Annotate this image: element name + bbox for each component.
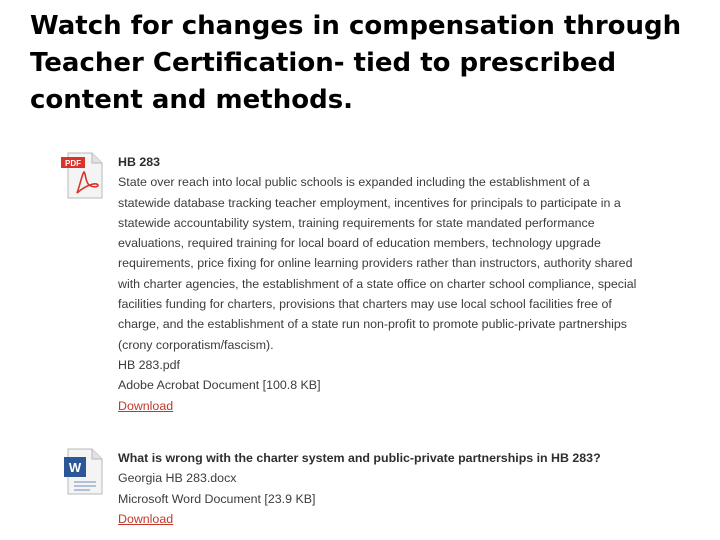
- word-badge: W: [68, 460, 82, 475]
- file-name: Georgia HB 283.docx: [118, 471, 237, 486]
- entry-title: HB 283: [118, 155, 161, 169]
- file-type: Adobe Acrobat Document [100.8 KB]: [118, 378, 321, 393]
- file-type: Microsoft Word Document [23.9 KB]: [118, 491, 316, 506]
- pdf-badge: PDF: [65, 159, 81, 168]
- download-link[interactable]: Download: [118, 398, 174, 413]
- download-link[interactable]: Download: [118, 511, 174, 526]
- slide-title: Watch for changes in compensation through Teacher Certification- tied to prescribed content and methods.: [30, 11, 682, 115]
- entry-title: What is wrong with the charter system and public-private partnerships in HB 283?: [118, 451, 601, 465]
- word-file-icon[interactable]: [60, 448, 106, 496]
- entry-description: State over reach into local public schools is expanded including the establishment of a statewide database tracking teacher employment, incentives for principals to participate in a statewide accountability system, training requirements for state mandated performance evaluations, required training for local board of education members, technology upgrade requirements, price fixing for online learning providers rather than instructors, authority shared with charter agencies, the establishment of a state office on charter school compliance, special facilities funding for charters, provisions that charters may use local school facilities free of charge, and the establishment of a state run non-profit to promote public-private partnerships (crony corporatism/fascism).: [118, 175, 637, 352]
- pdf-file-icon[interactable]: [60, 152, 106, 200]
- file-name: HB 283.pdf: [118, 357, 180, 372]
